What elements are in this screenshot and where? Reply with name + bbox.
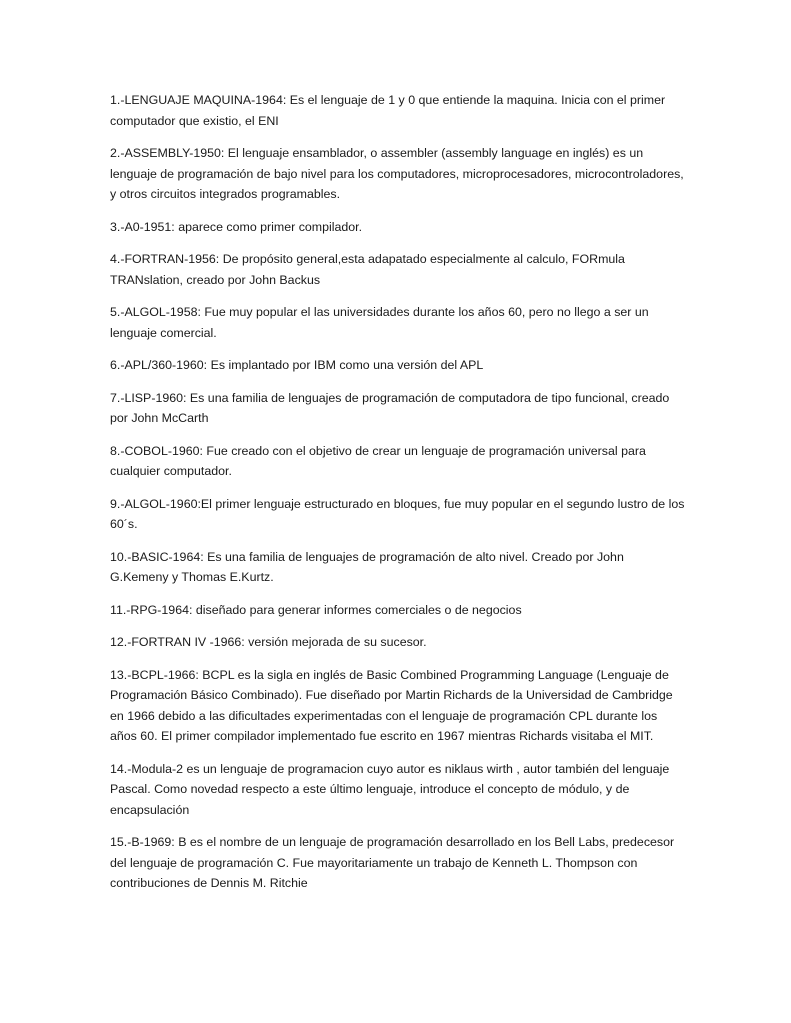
list-item: 12.-FORTRAN IV -1966: versión mejorada de su sucesor. [110, 635, 427, 649]
list-item: 2.-ASSEMBLY-1950: El lenguaje ensamblador, o assembler (assembly language en inglés) es un lenguaje de programación de bajo nivel para los computadores, microprocesadores, microcontroladores, y otros circuitos integrados programables. [110, 146, 684, 201]
list-item: 9.-ALGOL-1960:El primer lenguaje estructurado en bloques, fue muy popular en el segundo lustro de los 60´s. [110, 496, 685, 531]
list-item: 13.-BCPL-1966: BCPL es la sigla en inglés de Basic Combined Programming Language (Lenguaje de Programación Básico Combinado). Fue diseñado por Martin Richards de la Universidad de Cambridge en 1966 debido a las dificultades experimentadas con el lenguaje de programación CPL durante los años 60. El primer compilador implementado fue escrito en 1967 mientras Richards visitaba el MIT. [110, 667, 673, 743]
list-item: 10.-BASIC-1964: Es una familia de lenguajes de programación de alto nivel. Creado por John G.Kemeny y Thomas E.Kurtz. [110, 549, 624, 584]
list-item: 6.-APL/360-1960: Es implantado por IBM como una versión del APL [110, 358, 484, 372]
list-item: 4.-FORTRAN-1956: De propósito general,esta adapatado especialmente al calculo, FORmula TRANslation, creado por John Backus [110, 252, 625, 287]
list-item: 1.-LENGUAJE MAQUINA-1964: Es el lenguaje de 1 y 0 que entiende la maquina. Inicia con el primer computador que existio, el ENI [110, 93, 666, 128]
list-item: 5.-ALGOL-1958: Fue muy popular el las universidades durante los años 60, pero no llego a ser un lenguaje comercial. [110, 305, 649, 340]
list-item: 15.-B-1969: B es el nombre de un lenguaje de programación desarrollado en los Bell Labs, predecesor del lenguaje de programación C. Fue mayoritariamente un trabajo de Kenneth L. Thompson con contribuciones de Dennis M. Ritchie [110, 835, 675, 890]
list-item: 3.-A0-1951: aparece como primer compilador. [110, 219, 363, 234]
list-item: 14.-Modula-2 es un lenguaje de programacion cuyo autor es niklaus wirth , autor también del lenguaje Pascal. Como novedad respecto a este último lenguaje, introduce el concepto de módulo, y de encapsulación [110, 761, 670, 817]
document-page [110, 90, 685, 906]
list-item: 8.-COBOL-1960: Fue creado con el objetivo de crear un lenguaje de programación universal para cualquier computador. [110, 443, 646, 478]
list-item: 7.-LISP-1960: Es una familia de lenguajes de programación de computadora de tipo funcional, creado por John McCarth [110, 390, 670, 425]
list-item: 11.-RPG-1964: diseñado para generar informes comerciales o de negocios [110, 602, 522, 617]
